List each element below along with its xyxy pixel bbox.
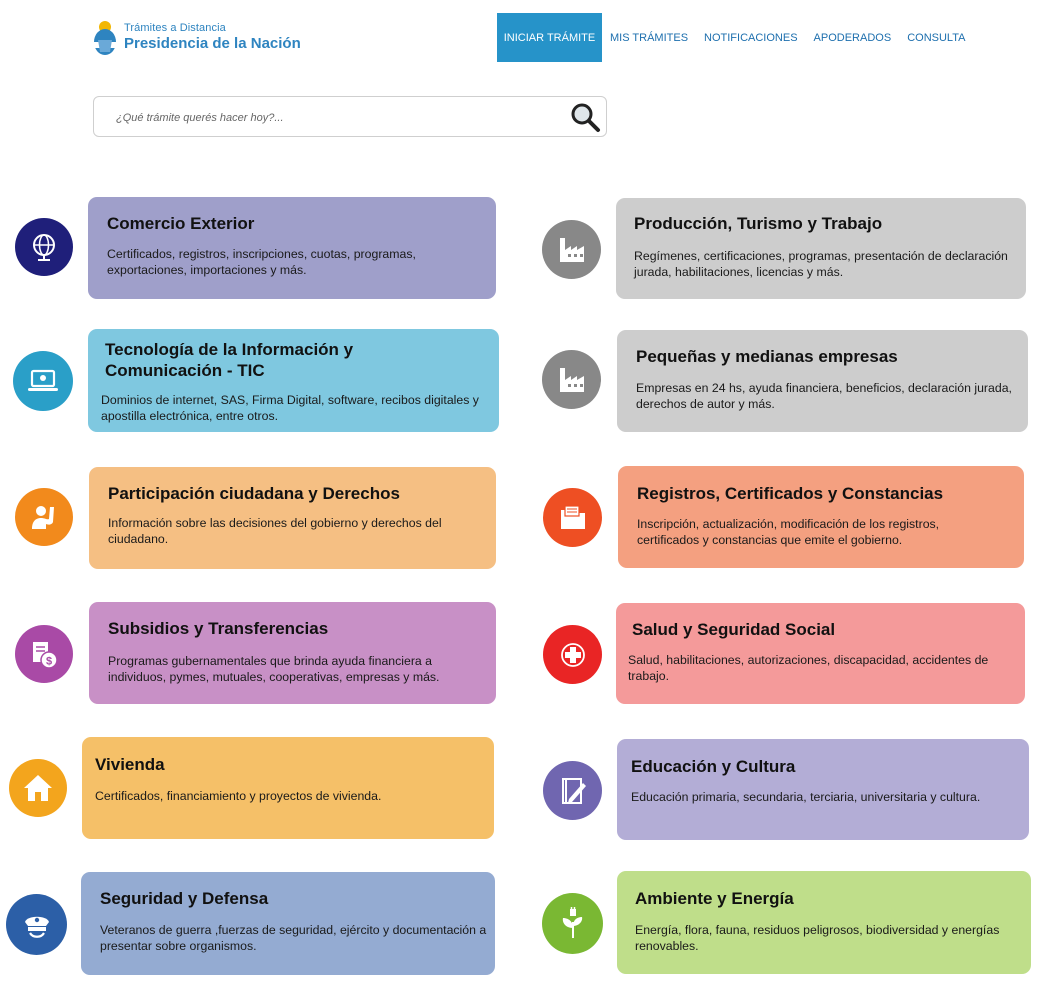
nav-notificaciones[interactable]: NOTIFICACIONES bbox=[704, 31, 798, 44]
house-icon[interactable] bbox=[9, 759, 67, 817]
raised-hand-icon-glyph bbox=[26, 499, 62, 535]
category-title: Subsidios y Transferencias bbox=[108, 619, 329, 638]
notebook-pen-icon-glyph bbox=[555, 773, 591, 809]
category-description: Programas gubernamentales que brinda ayuda financiera a individuos, pymes, mutuales, cooperativas, empresas y más. bbox=[108, 654, 440, 684]
category-description: Veteranos de guerra ,fuerzas de seguridad, ejército y documentación a presentar sobre organismos. bbox=[100, 923, 487, 953]
category-description: Dominios de internet, SAS, Firma Digital, software, recibos digitales y apostilla electrónica, entre otros. bbox=[101, 393, 479, 423]
money-bag-icon[interactable] bbox=[15, 625, 73, 683]
category-title: Comercio Exterior bbox=[107, 214, 255, 233]
category-title: Vivienda bbox=[95, 755, 165, 774]
raised-hand-icon[interactable] bbox=[15, 488, 73, 546]
factory-icon-glyph bbox=[554, 362, 590, 398]
factory-icon[interactable] bbox=[542, 220, 601, 279]
main-nav bbox=[497, 13, 973, 62]
search-input[interactable] bbox=[114, 107, 558, 129]
category-title: Seguridad y Defensa bbox=[100, 889, 269, 908]
category-title: Tecnología de la Información y Comunicación - TIC bbox=[105, 340, 354, 380]
health-cross-icon[interactable] bbox=[543, 625, 602, 684]
money-bag-icon-glyph bbox=[26, 636, 62, 672]
factory-icon[interactable] bbox=[542, 350, 601, 409]
globe-icon[interactable] bbox=[15, 218, 73, 276]
national-seal-icon bbox=[92, 18, 118, 56]
category-title: Registros, Certificados y Constancias bbox=[637, 484, 944, 503]
plant-plug-icon[interactable] bbox=[542, 893, 603, 954]
house-icon-glyph bbox=[20, 770, 56, 806]
category-description: Regímenes, certificaciones, programas, presentación de declaración jurada, habilitaciones, licencias y más. bbox=[634, 249, 1008, 279]
logo-title: Presidencia de la Nación bbox=[124, 35, 301, 52]
nav-mis-tramites[interactable]: MIS TRÁMITES bbox=[610, 31, 689, 44]
svg-text:$: $ bbox=[45, 655, 53, 668]
category-title: Educación y Cultura bbox=[631, 757, 796, 776]
search-icon[interactable] bbox=[568, 100, 602, 134]
category-title: Ambiente y Energía bbox=[635, 889, 794, 908]
logo-subtitle: Trámites a Distancia bbox=[124, 22, 226, 34]
health-cross-icon-glyph bbox=[555, 637, 591, 673]
category-card[interactable] bbox=[82, 737, 494, 839]
category-title: Participación ciudadana y Derechos bbox=[108, 484, 400, 503]
nav-apoderados[interactable]: APODERADOS bbox=[813, 31, 892, 44]
category-description: Certificados, financiamiento y proyectos de vivienda. bbox=[95, 789, 382, 803]
nav-consulta[interactable]: CONSULTA bbox=[907, 31, 966, 44]
search-box bbox=[93, 96, 607, 137]
police-cap-icon[interactable] bbox=[6, 894, 67, 955]
folder-icon-glyph bbox=[555, 500, 591, 536]
laptop-icon-glyph bbox=[25, 363, 61, 399]
category-description: Educación primaria, secundaria, terciaria, universitaria y cultura. bbox=[631, 790, 981, 804]
category-description: Inscripción, actualización, modificación de los registros, certificados y constancias que emite el gobierno. bbox=[637, 517, 940, 547]
laptop-icon[interactable] bbox=[13, 351, 73, 411]
category-title: Producción, Turismo y Trabajo bbox=[634, 214, 883, 233]
globe-icon-glyph bbox=[26, 229, 62, 265]
category-description: Empresas en 24 hs, ayuda financiera, beneficios, declaración jurada, derechos de autor y más. bbox=[636, 381, 1012, 411]
category-description: Información sobre las decisiones del gobierno y derechos del ciudadano. bbox=[108, 516, 442, 546]
police-cap-icon-glyph bbox=[19, 907, 55, 943]
factory-icon-glyph bbox=[554, 232, 590, 268]
category-description: Certificados, registros, inscripciones, cuotas, programas, exportaciones, importaciones y más. bbox=[107, 247, 416, 277]
folder-icon[interactable] bbox=[543, 488, 602, 547]
notebook-pen-icon[interactable] bbox=[543, 761, 602, 820]
site-logo[interactable] bbox=[92, 16, 322, 58]
plant-plug-icon-glyph bbox=[555, 906, 591, 942]
nav-iniciar-tramite[interactable]: INICIAR TRÁMITE bbox=[497, 13, 602, 62]
category-title: Pequeñas y medianas empresas bbox=[636, 347, 898, 366]
category-title: Salud y Seguridad Social bbox=[632, 620, 836, 639]
category-description: Salud, habilitaciones, autorizaciones, discapacidad, accidentes de trabajo. bbox=[628, 653, 989, 683]
category-description: Energía, flora, fauna, residuos peligrosos, biodiversidad y energías renovables. bbox=[635, 923, 1000, 953]
